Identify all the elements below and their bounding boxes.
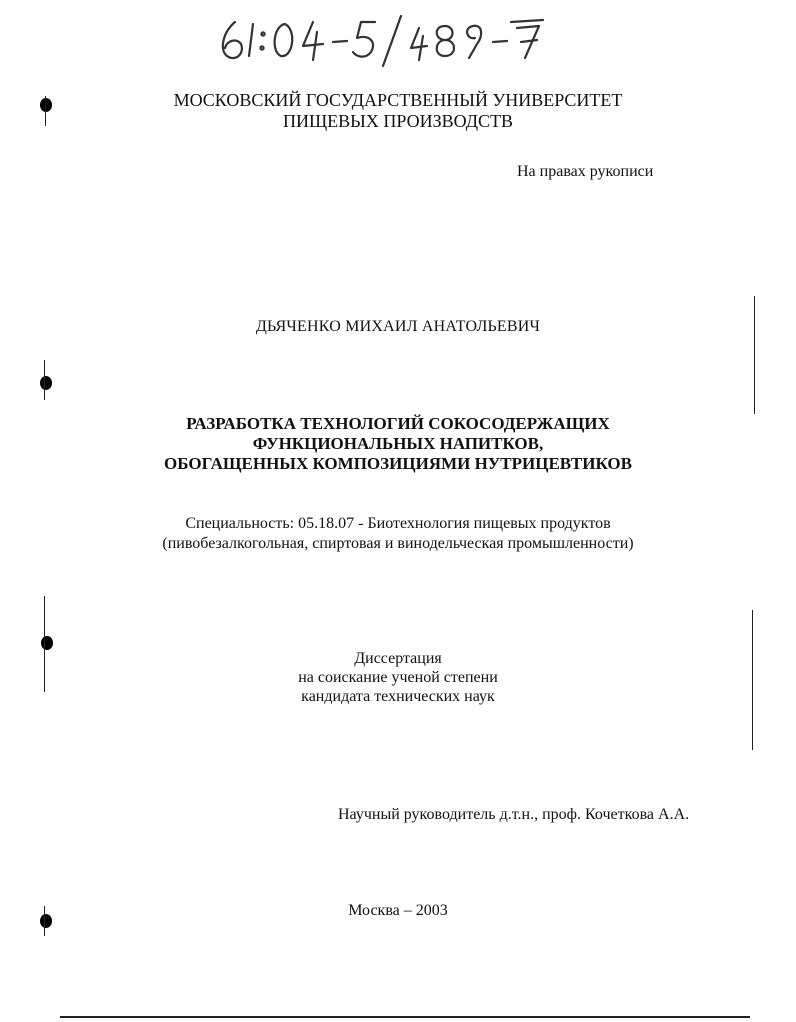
degree-line-2: на соискание ученой степени (298, 669, 498, 686)
bottom-edge-line (60, 1016, 750, 1018)
title-line-3: ОБОГАЩЕННЫХ КОМПОЗИЦИЯМИ НУТРИЦЕВТИКОВ (164, 454, 632, 473)
university-line-2: ПИЩЕВЫХ ПРОИЗВОДСТВ (283, 111, 513, 131)
right-edge-line (754, 296, 755, 414)
author-name: ДЬЯЧЕНКО МИХАИЛ АНАТОЛЬЕВИЧ (255, 318, 541, 335)
degree-statement (0, 649, 796, 706)
specialty-line-1: Специальность: 05.18.07 - Биотехнология пищевых продуктов (185, 515, 611, 532)
degree-line-3: кандидата технических наук (301, 688, 495, 705)
left-edge-mark (44, 360, 45, 400)
punch-hole-lower-middle (41, 636, 53, 650)
title-line-1: РАЗРАБОТКА ТЕХНОЛОГИЙ СОКОСОДЕРЖАЩИХ (186, 414, 610, 433)
scientific-advisor: Научный руководитель д.т.н., проф. Кочеткова А.А. (338, 806, 690, 823)
specialty-line-2: (пивобезалкогольная, спиртовая и винодельческая промышленности) (162, 535, 634, 552)
title-line-2: ФУНКЦИОНАЛЬНЫХ НАПИТКОВ, (252, 434, 544, 453)
punch-hole-upper-middle (40, 376, 52, 390)
university-line-1: МОСКОВСКИЙ ГОСУДАРСТВЕННЫЙ УНИВЕРСИТЕТ (173, 90, 623, 110)
dissertation-title (0, 414, 796, 474)
handwritten-registry-code (205, 10, 565, 70)
rights-note: На правах рукописи (517, 163, 654, 180)
specialty (0, 514, 796, 554)
city-year: Москва – 2003 (348, 902, 448, 919)
university-name (0, 90, 796, 132)
degree-line-1: Диссертация (354, 650, 442, 667)
